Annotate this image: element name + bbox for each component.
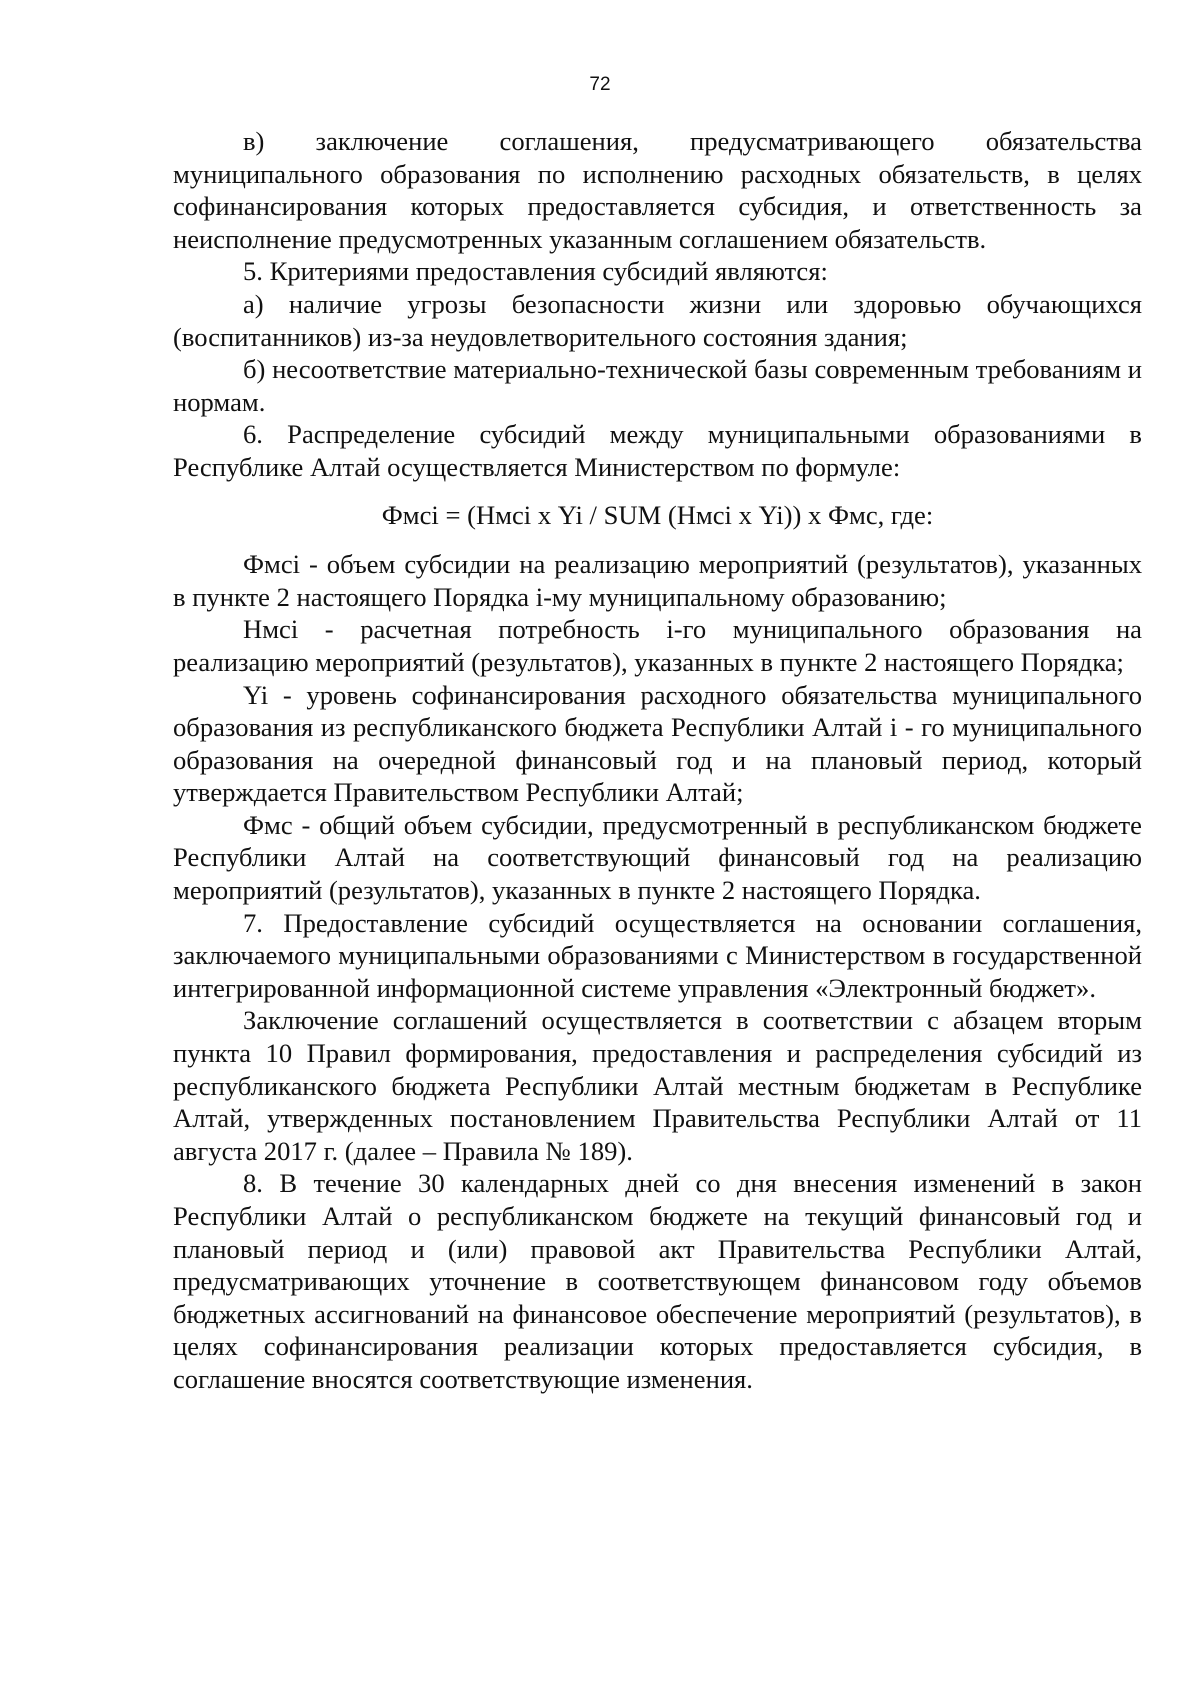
definition-fmsi: Фмсi - объем субсидии на реализацию мероприятий (результатов), указанных в пункте 2 настоящего Порядка i-му муниципальному образованию; <box>173 549 1142 612</box>
page-number: 72 <box>589 74 611 95</box>
definition-yi: Yi - уровень софинансирования расходного обязательства муниципального образования из республиканского бюджета Республики Алтай i - го муниципального образования на очередной финансовый год и на плановый период, который утверждается Правительством Республики Алтай; <box>173 679 1142 808</box>
definition-nmsi: Нмсi - расчетная потребность i-го муниципального образования на реализацию мероприятий (результатов), указанных в пункте 2 настоящего Порядка; <box>173 614 1142 677</box>
definition-fms: Фмс - общий объем субсидии, предусмотренный в республиканском бюджете Республики Алтай на соответствующий финансовый год на реализацию мероприятий (результатов), указанных в пункте 2 настоящего Порядка. <box>173 809 1142 906</box>
paragraph-7-agreement: 7. Предоставление субсидий осуществляется на основании соглашения, заключаемого муниципальными образованиями с Министерством в государственной интегрированной информационной системе управления «Электронный бюджет». <box>173 907 1142 1003</box>
distribution-formula: Фмсi = (Нмсi х Yi / SUM (Нмсi х Yi)) х Фмс, где: <box>381 499 934 530</box>
paragraph-criterion-b: б) несоответствие материально-технической базы современным требованиям и нормам. <box>173 354 1142 417</box>
paragraph-8-changes: 8. В течение 30 календарных дней со дня внесения изменений в закон Республики Алтай о республиканском бюджете на текущий финансовый год и плановый период и (или) правовой акт Правительства Республики Алтай, предусматривающих уточнение в соответствующем финансовом году объемов бюджетных ассигнований на финансовое обеспечение мероприятий (результатов), в целях софинансирования реализации которых предоставляется субсидия, в соглашение вносятся соответствующие изменения. <box>173 1168 1142 1394</box>
paragraph-item-v-agreement: в) заключение соглашения, предусматривающего обязательства муниципального образования по исполнению расходных обязательств, в целях софинансирования которых предоставляется субсидия, и ответственность за неисполнение предусмотренных указанным соглашением обязательств. <box>173 126 1142 254</box>
paragraph-criterion-a: а) наличие угрозы безопасности жизни или здоровью обучающихся (воспитанников) из-за неудовлетворительного состояния здания; <box>173 288 1142 352</box>
document-body <box>173 125 1142 1396</box>
paragraph-5-criteria: 5. Критериями предоставления субсидий являются: <box>243 256 828 287</box>
paragraph-agreement-conclusion: Заключение соглашений осуществляется в соответствии с абзацем вторым пункта 10 Правил формирования, предоставления и распределения субсидий из республиканского бюджета Республики Алтай местным бюджетам в Республике Алтай, утвержденных постановлением Правительства Республики Алтай от 11 августа 2017 г. (далее – Правила № 189). <box>173 1005 1142 1166</box>
paragraph-6-distribution: 6. Распределение субсидий между муниципальными образованиями в Республике Алтай осуществляется Министерством по формуле: <box>173 419 1142 482</box>
